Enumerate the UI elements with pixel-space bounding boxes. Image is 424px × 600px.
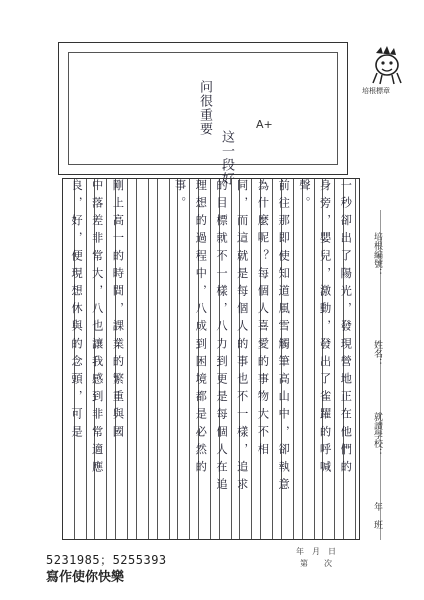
essay-column: 良，好，便現想休與的念頭，可是 [70, 179, 83, 443]
teacher-comment-line-1: 问很重要 [197, 80, 212, 136]
essay-column: 為什麼呢？每個人喜愛的事物大不相 [256, 179, 270, 461]
label-name: 姓名： [372, 340, 382, 367]
writing-grid [62, 178, 360, 540]
label-school: 就讀學校： [372, 412, 382, 457]
essay-column: 一秒卻出了陽光，發現營地正在他們的 [339, 179, 353, 479]
mascot-icon [368, 45, 406, 85]
essay-column: 剛上高一的時間，課業的繁重與國 [111, 179, 125, 443]
essay-column: 的目標就不一樣，八力到更是每個人在追 [215, 179, 228, 496]
essay-column: 身旁，嬰兒，激動，發出了雀躍的呼喊 [318, 179, 332, 479]
essay-column: 中落差非常大，八也讓我感到非常適應 [90, 179, 104, 479]
essay-column: 聲。 [297, 179, 311, 215]
footer-page-label: 第 次 [300, 559, 332, 568]
essay-column: 理想的過程中，八成到困境都是必然的 [194, 179, 208, 479]
essay-column [152, 179, 166, 539]
score-mark: A+ [256, 118, 273, 131]
essay-column [131, 179, 145, 539]
footer-slogan: 寫作使你快樂 [46, 570, 125, 585]
essay-column: 同，而這就是每個人的事也不一樣，追求 [235, 179, 249, 496]
stamp-label: 培根標章 [362, 87, 390, 95]
teacher-comment-line-2: 这一段好 [219, 130, 234, 186]
footer-phones: 5231985；5255393 [46, 553, 167, 567]
label-grade: 年 班 [372, 502, 382, 529]
label-number: 培根編號： [372, 232, 382, 277]
essay-column: 前往那即使知道風雪觸筆高山中，卻執意 [277, 179, 291, 496]
footer-date-label: 年 月 日 [296, 547, 336, 556]
essay-column: 事。 [173, 179, 187, 215]
